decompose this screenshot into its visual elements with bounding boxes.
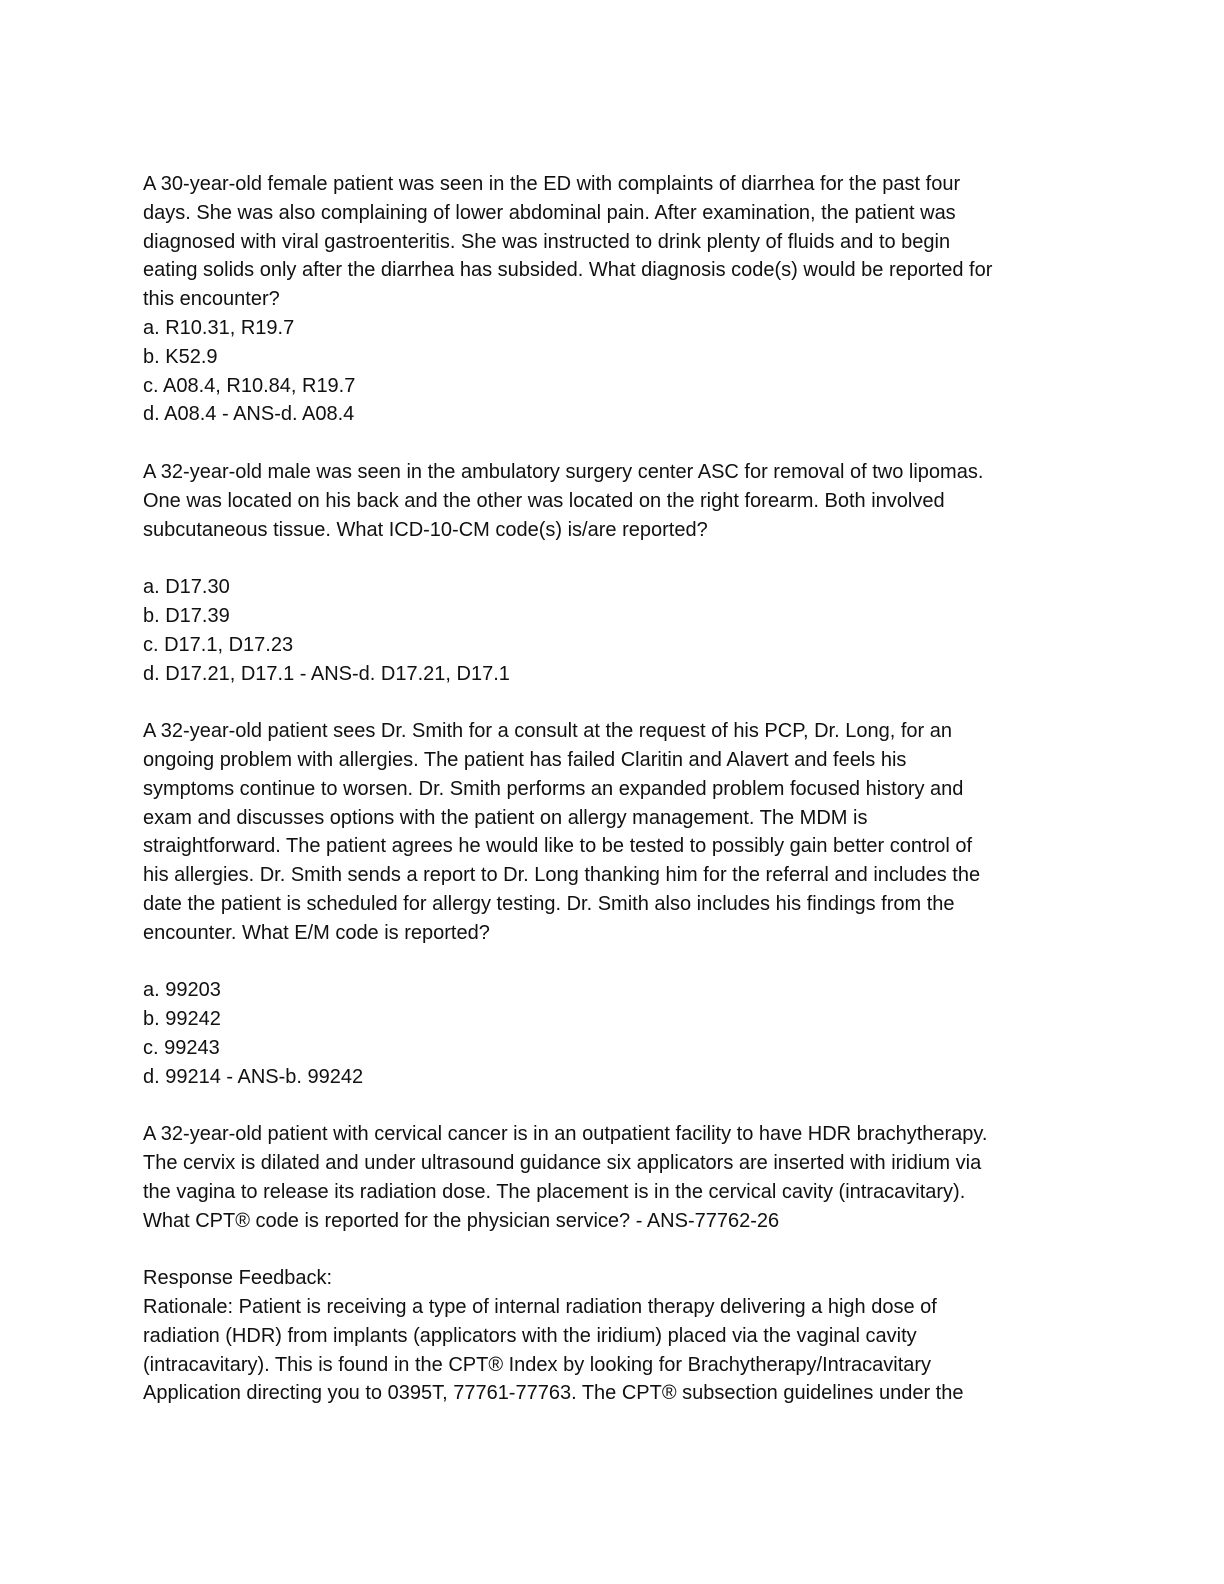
document-page [143, 170, 1083, 1408]
question-2-option-d-answer: d. D17.21, D17.1 - ANS-d. D17.21, D17.1 [143, 662, 510, 685]
question-4-stem-line: A 32-year-old patient with cervical cancer is in an outpatient facility to have HDR brachytherapy. [143, 1123, 988, 1146]
question-2-option-a: a. D17.30 [143, 576, 230, 599]
question-1-option-d-answer: d. A08.4 - ANS-d. A08.4 [143, 403, 355, 426]
question-3-option-c: c. 99243 [143, 1036, 220, 1059]
question-1-option-b: b. K52.9 [143, 345, 218, 368]
question-2-stem-line: subcutaneous tissue. What ICD-10-CM code(s) is/are reported? [143, 518, 708, 541]
question-1-stem-line: diagnosed with viral gastroenteritis. She was instructed to drink plenty of fluids and to begin [143, 230, 951, 253]
question-1-stem-line: this encounter? [143, 288, 280, 311]
question-2 [143, 458, 1083, 688]
feedback-rationale-line: Rationale: Patient is receiving a type of internal radiation therapy delivering a high dose of [143, 1296, 937, 1319]
feedback-rationale-line: (intracavitary). This is found in the CPT® Index by looking for Brachytherapy/Intracavitary [143, 1353, 932, 1376]
spacer [143, 1092, 1083, 1121]
question-4-stem-line: the vagina to release its radiation dose. The placement is in the cervical cavity (intracavitary). [143, 1180, 966, 1203]
question-1-stem-line: eating solids only after the diarrhea has subsided. What diagnosis code(s) would be reported for [143, 259, 993, 282]
question-2-stem-line: One was located on his back and the other was located on the right forearm. Both involved [143, 489, 945, 512]
response-feedback [143, 1264, 1083, 1408]
question-3-option-a: a. 99203 [143, 979, 221, 1002]
feedback-rationale-line: radiation (HDR) from implants (applicators with the iridium) placed via the vaginal cavity [143, 1324, 917, 1347]
question-1 [143, 170, 1083, 429]
question-1-option-c: c. A08.4, R10.84, R19.7 [143, 374, 356, 397]
feedback-rationale-line: Application directing you to 0395T, 77761-77763. The CPT® subsection guidelines under the [143, 1382, 964, 1405]
question-2-option-c: c. D17.1, D17.23 [143, 633, 294, 656]
question-3-option-b: b. 99242 [143, 1008, 221, 1031]
question-3-stem-line: encounter. What E/M code is reported? [143, 921, 490, 944]
question-2-option-b: b. D17.39 [143, 604, 230, 627]
question-1-stem-line: A 30-year-old female patient was seen in the ED with complaints of diarrhea for the past four [143, 173, 961, 195]
question-4-stem-line: The cervix is dilated and under ultrasound guidance six applicators are inserted with iridium via [143, 1152, 982, 1175]
question-4-stem-line: What CPT® code is reported for the physician service? - ANS-77762-26 [143, 1209, 780, 1232]
spacer [143, 688, 1083, 717]
spacer [143, 429, 1083, 458]
spacer [143, 544, 1083, 573]
question-3-stem-line: date the patient is scheduled for allergy testing. Dr. Smith also includes his findings from the [143, 892, 955, 915]
question-3-stem-line: straightforward. The patient agrees he would like to be tested to possibly gain better control of [143, 835, 973, 858]
spacer [143, 948, 1083, 977]
question-3 [143, 717, 1083, 1091]
question-1-stem-line: days. She was also complaining of lower abdominal pain. After examination, the patient was [143, 201, 956, 224]
question-4 [143, 1120, 1083, 1235]
question-2-stem-line: A 32-year-old male was seen in the ambulatory surgery center ASC for removal of two lipomas. [143, 460, 984, 483]
spacer [143, 1235, 1083, 1264]
question-3-option-d-answer: d. 99214 - ANS-b. 99242 [143, 1065, 364, 1088]
question-3-stem-line: his allergies. Dr. Smith sends a report to Dr. Long thanking him for the referral and includes the [143, 864, 981, 887]
feedback-heading: Response Feedback: [143, 1267, 333, 1290]
question-3-stem-line: ongoing problem with allergies. The patient has failed Claritin and Alavert and feels his [143, 748, 907, 771]
question-3-stem-line: exam and discusses options with the patient on allergy management. The MDM is [143, 806, 868, 829]
question-3-stem-line: A 32-year-old patient sees Dr. Smith for a consult at the request of his PCP, Dr. Long, for an [143, 720, 952, 743]
question-1-option-a: a. R10.31, R19.7 [143, 316, 295, 339]
question-3-stem-line: symptoms continue to worsen. Dr. Smith performs an expanded problem focused history and [143, 777, 964, 800]
